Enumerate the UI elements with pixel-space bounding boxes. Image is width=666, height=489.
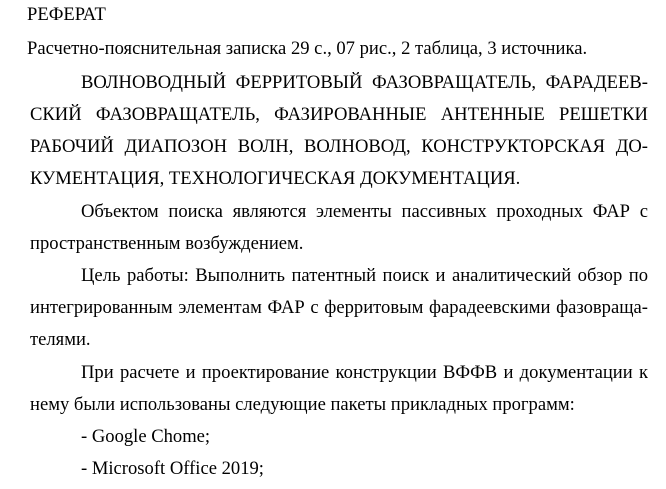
summary-line: Расчетно-пояснительная записка 29 с., 07 рис., 2 таблица, 3 источника. — [27, 38, 588, 59]
software-line: При расчете и проектирование конструкции ВФФВ и документации к — [81, 362, 648, 383]
abstract-heading: РЕФЕРАТ — [27, 4, 106, 25]
keywords-line: СКИЙ ФАЗОВРАЩАТЕЛЬ, ФАЗИРОВАННЫЕ АНТЕННЫЕ РЕШЕТКИ — [30, 104, 648, 125]
object-line: Объектом поиска являются элементы пассивных проходных ФАР с — [81, 201, 648, 222]
keywords-line: РАБОЧИЙ ДИАПОЗОН ВОЛН, ВОЛНОВОД, КОНСТРУКТОРСКАЯ ДО- — [30, 136, 648, 157]
goal-line: интегрированным элементам ФАР с ферритовым фарадеевскими фазовраща- — [30, 297, 648, 318]
software-line: нему были использованы следующие пакеты прикладных программ: — [30, 394, 575, 415]
goal-line: телями. — [30, 329, 91, 350]
software-list-item: - Microsoft Office 2019; — [81, 458, 264, 479]
object-line: пространственным возбуждением. — [30, 233, 304, 254]
software-list-item: - Google Chome; — [81, 426, 211, 447]
keywords-line: ВОЛНОВОДНЫЙ ФЕРРИТОВЫЙ ФАЗОВРАЩАТЕЛЬ, ФАРАДЕЕВ- — [81, 72, 648, 93]
goal-line: Цель работы: Выполнить патентный поиск и аналитический обзор по — [81, 265, 648, 286]
keywords-line: КУМЕНТАЦИЯ, ТЕХНОЛОГИЧЕСКАЯ ДОКУМЕНТАЦИЯ. — [30, 168, 521, 189]
